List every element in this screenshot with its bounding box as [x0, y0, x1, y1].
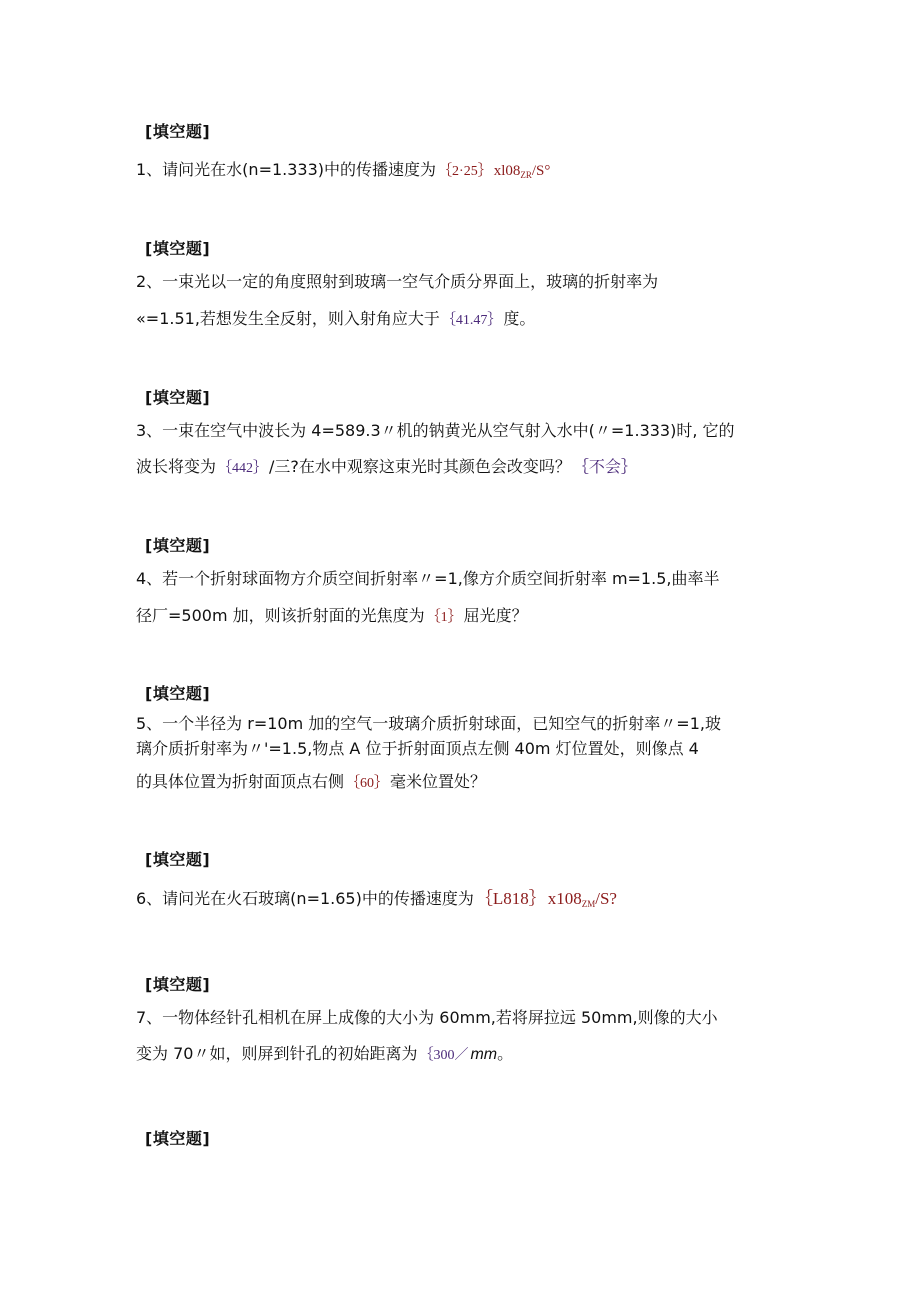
question-2-line-1: 2、一束光以一定的角度照射到玻璃一空气介质分界面上，玻璃的折射率为	[136, 272, 659, 291]
question-type-tag: [填空题]	[145, 1129, 211, 1148]
question-type-tag: [填空题]	[145, 975, 211, 994]
question-7-line-2: 变为 70〃如，则屏到针孔的初始距离为 ｛300／ mm。	[136, 1044, 514, 1063]
question-1-line	[136, 160, 550, 185]
question-5-line-1: 5、一个半径为 r=10m 加的空气一玻璃介质折射球面，已知空气的折射率〃=1,玻	[136, 714, 721, 733]
question-7-line-1: 7、一物体经针孔相机在屏上成像的大小为 60mm,若将屏拉远 50mm,则像的大小	[136, 1008, 718, 1027]
question-6-line: 6、请问光在火石玻璃(n=1.65)中的传播速度为 ｛L818｝ $x108_{ZM}/S$?	[136, 889, 617, 909]
question-type-tag: [填空题]	[145, 850, 211, 869]
answer-blank: ｛60｝	[346, 776, 389, 791]
answer-blank: ｛300／	[419, 1048, 469, 1063]
answer-unit: $x108_{ZM}/S$?	[547, 889, 617, 909]
question-text: 1、请问光在水(n=1.333)中的传播速度为	[136, 160, 437, 179]
question-type-tag: [填空题]	[145, 684, 211, 703]
question-5-line-2: 璃介质折射率为〃'=1.5,物点 A 位于折射面顶点左侧 40m 灯位置处，则像点 4	[136, 739, 699, 758]
answer-unit: $xl08_{ZR}/S^\circ$	[493, 163, 551, 180]
question-5-line-3: 的具体位置为折射面顶点右侧 ｛60｝ 毫米位置处？	[136, 772, 487, 791]
question-3-line-2: 波长将变为 ｛442｝ /三?在水中观察这束光时其颜色会改变吗？ ｛不会｝	[136, 457, 637, 476]
question-2-line-2: «=1.51,若想发生全反射，则入射角应大于 ｛41.47｝ 度。	[136, 309, 536, 328]
answer-blank: ｛442｝	[218, 461, 268, 476]
answer-blank: ｛L818｝	[475, 889, 546, 908]
answer-blank: ｛不会｝	[572, 457, 637, 476]
answer-blank: ｛1｝	[426, 610, 462, 625]
answer-blank: ｛41.47｝	[441, 313, 502, 328]
answer-blank: ｛2·25｝	[438, 164, 492, 179]
question-type-tag: [填空题]	[145, 122, 211, 141]
question-4-line-2: 径厂=500m 加，则该折射面的光焦度为 ｛1｝ 屈光度？	[136, 606, 528, 625]
question-type-tag: [填空题]	[145, 388, 211, 407]
question-3-line-1: 3、一束在空气中波长为 4=589.3〃机的钠黄光从空气射入水中(〃=1.333)时, 它的	[136, 421, 735, 440]
question-4-line-1: 4、若一个折射球面物方介质空间折射率〃=1,像方介质空间折射率 m=1.5,曲率半	[136, 569, 720, 588]
question-type-tag: [填空题]	[145, 536, 211, 555]
question-type-tag: [填空题]	[145, 239, 211, 258]
